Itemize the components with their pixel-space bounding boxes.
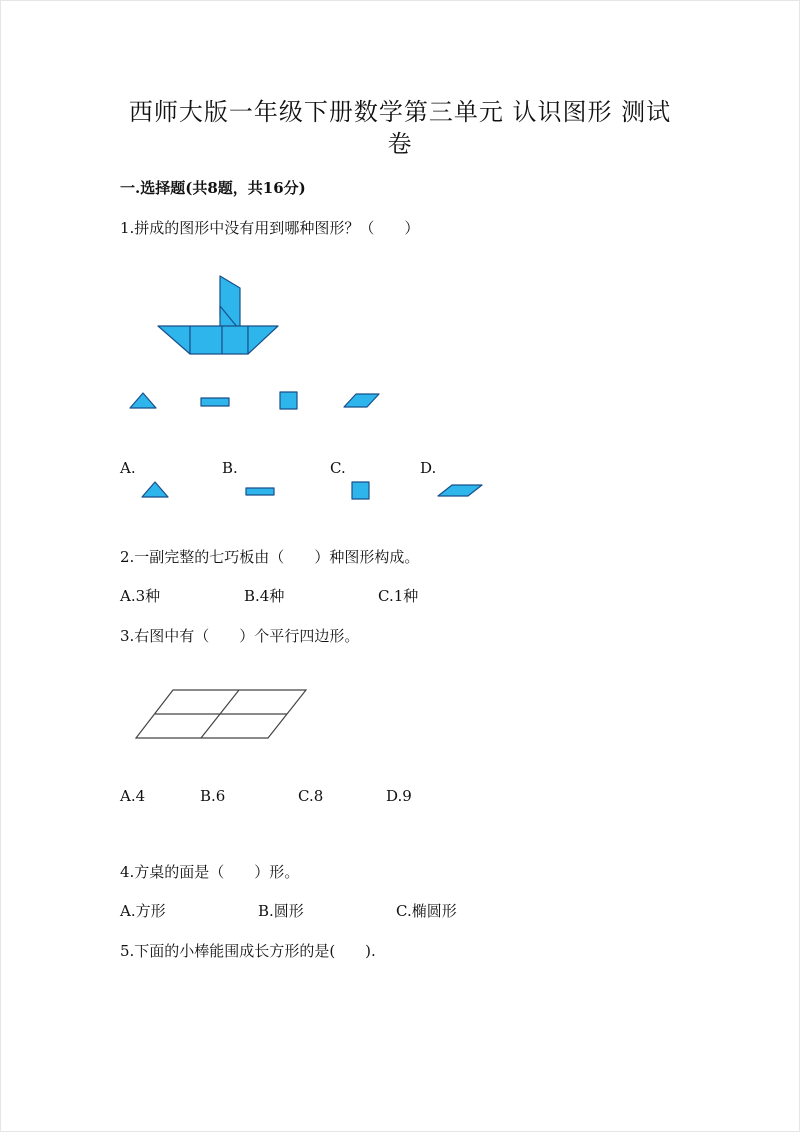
q3-option-a[interactable]: A.4 <box>120 787 146 805</box>
option-shapes-row <box>140 478 490 506</box>
question-1-text: 1.拼成的图形中没有用到哪种图形？（ ） <box>120 219 420 237</box>
hull-right-triangle <box>248 326 278 354</box>
option-d-parallelogram-shape <box>438 485 482 496</box>
reference-shapes-row <box>128 388 388 414</box>
parallelogram-shape <box>344 394 379 407</box>
option-b-rectangle-shape <box>246 488 274 495</box>
q4-option-a[interactable]: A.方形 <box>120 902 166 920</box>
rectangle-shape <box>201 398 229 406</box>
question-5-text: 5.下面的小棒能围成长方形的是( ). <box>120 942 376 960</box>
option-c-square-shape <box>352 482 369 499</box>
q1-option-b[interactable]: B. <box>222 459 238 477</box>
parallelogram-grid-figure <box>133 688 309 742</box>
q2-option-a[interactable]: A.3种 <box>120 587 161 605</box>
q2-option-c[interactable]: C.1种 <box>378 587 419 605</box>
question-3-text: 3.右图中有（ ）个平行四边形。 <box>120 627 360 645</box>
q4-option-c[interactable]: C.椭圆形 <box>396 902 457 920</box>
square-shape <box>280 392 297 409</box>
q1-option-d[interactable]: D. <box>420 459 437 477</box>
q3-option-d[interactable]: D.9 <box>386 787 412 805</box>
hull-rect-right <box>222 326 248 354</box>
q4-option-b[interactable]: B.圆形 <box>258 902 304 920</box>
section-heading: 一.选择题(共8题，共16分) <box>120 179 306 197</box>
tangram-boat-figure <box>150 270 285 360</box>
q2-option-b[interactable]: B.4种 <box>244 587 285 605</box>
question-2-text: 2.一副完整的七巧板由（ ）种图形构成。 <box>120 548 420 566</box>
q3-option-c[interactable]: C.8 <box>298 787 324 805</box>
triangle-shape <box>130 393 156 408</box>
option-a-triangle-shape <box>142 482 168 497</box>
q1-option-a[interactable]: A. <box>120 459 136 477</box>
q3-option-b[interactable]: B.6 <box>200 787 226 805</box>
q1-option-c[interactable]: C. <box>330 459 346 477</box>
page-title: 西师大版一年级下册数学第三单元 认识图形 测试卷 <box>128 98 672 158</box>
hull-left-triangle <box>158 326 190 354</box>
question-4-text: 4.方桌的面是（ ）形。 <box>120 863 300 881</box>
hull-rect-left <box>190 326 222 354</box>
